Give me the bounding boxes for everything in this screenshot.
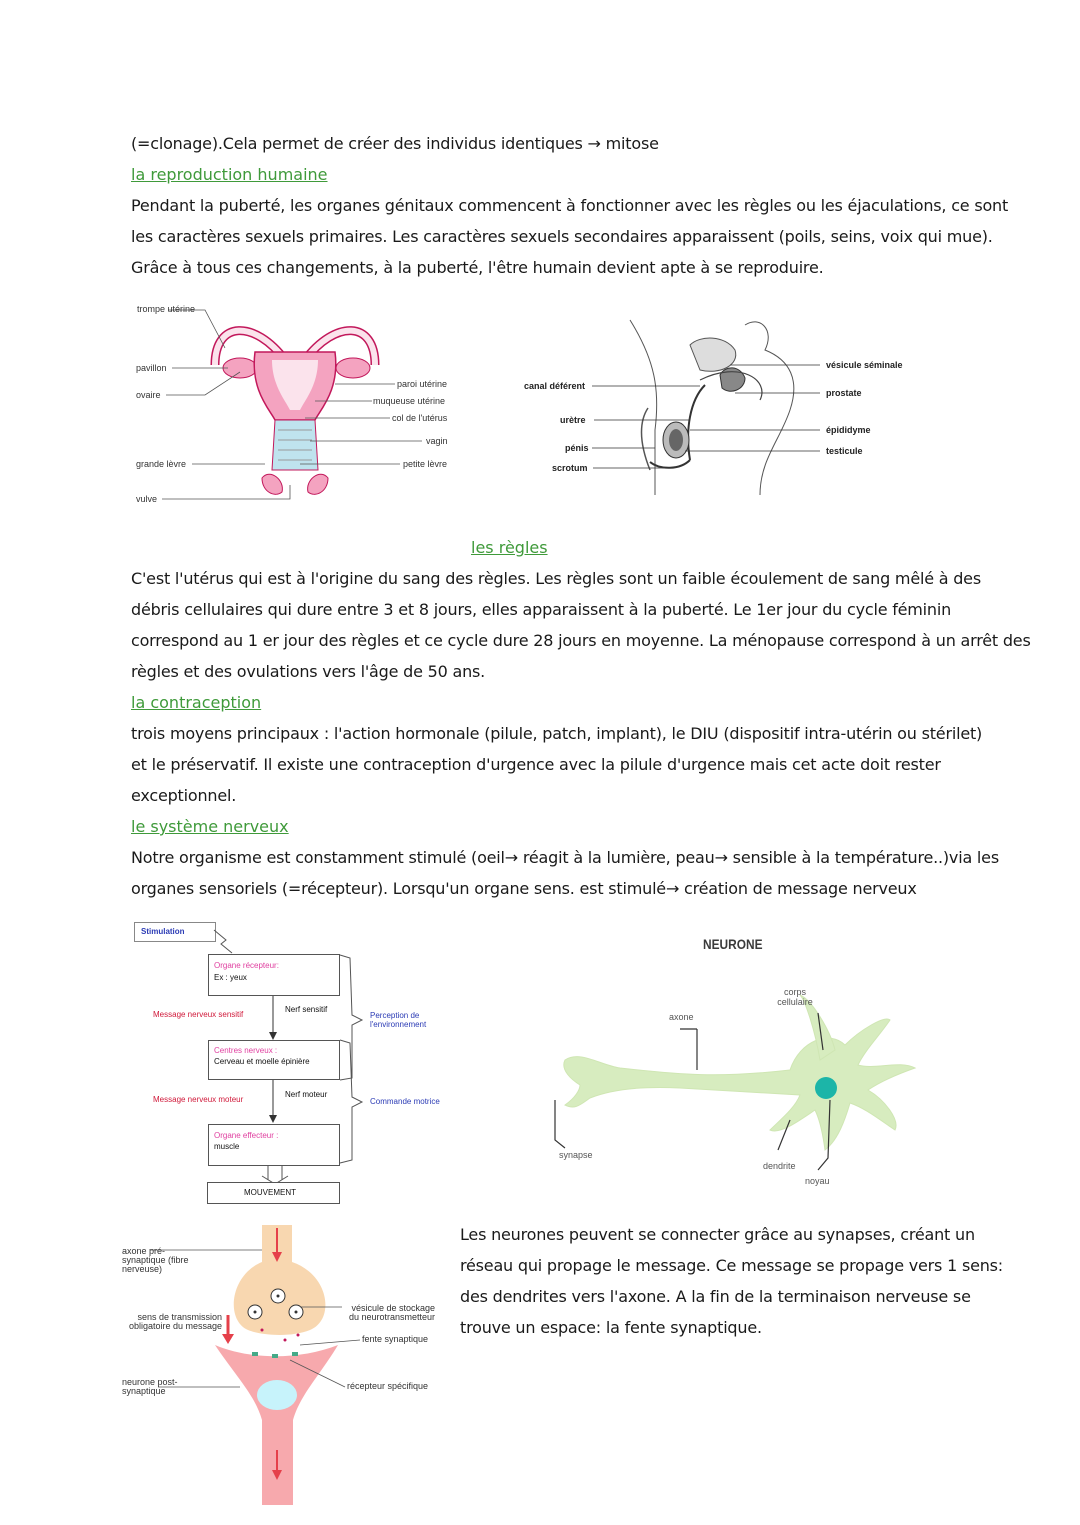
nerf-moteur-label: Nerf moteur [285,1090,328,1099]
text-line: trouve un espace: la fente synaptique. [460,1318,762,1337]
label-penis: pénis [565,443,589,453]
text-line: Notre organisme est constamment stimulé (oeil→ réagit à la lumière, peau→ sensible à la température..)via les [131,848,999,867]
text-line: Grâce à tous ces changements, à la puberté, l'être humain devient apte à se reproduire. [131,258,824,277]
text-line: organes sensoriels (=récepteur). Lorsqu'un organe sens. est stimulé→ création de message nerveux [131,879,917,898]
label-axone: axone [669,1012,694,1022]
text-line: réseau qui propage le message. Ce message se propage vers 1 sens: [460,1256,1003,1275]
intro-line: (=clonage).Cela permet de créer des individus identiques → mitose [131,134,659,153]
label-petite-levre: petite lèvre [403,459,448,469]
text-line: correspond au 1 er jour des règles et ce cycle dure 28 jours en moyenne. La ménopause correspond à un arrêt des [131,631,1031,650]
perception-label: Perception de l'environnement [370,1011,427,1029]
mouvement-label: MOUVEMENT [244,1188,296,1197]
label-pavillon: pavillon [136,363,167,373]
label-testicule: testicule [826,446,863,456]
label-prostate: prostate [826,388,862,398]
commande-label: Commande motrice [370,1097,440,1106]
heading-regles: les règles [471,538,548,557]
label-trompe: trompe utérine [137,304,196,314]
nerf-sensitif-label: Nerf sensitif [285,1005,328,1014]
label-vesicule: vésicule de stockage du neurotransmetteur [348,1303,435,1322]
label-col: col de l'utérus [392,413,448,423]
label-vagin: vagin [426,436,448,446]
text-line: des dendrites vers l'axone. A la fin de la terminaison nerveuse se [460,1287,971,1306]
label-ovaire: ovaire [136,390,161,400]
heading-reproduction: la reproduction humaine [131,165,328,184]
label-grande-levre: grande lèvre [136,459,187,469]
label-canal-deferent: canal déférent [524,381,586,391]
neurone-title: NEURONE [703,936,763,952]
text-line: débris cellulaires qui dure entre 3 et 8 jours, elles apparaissent à la puberté. Le 1er jour du cycle féminin [131,600,952,619]
heading-systeme-nerveux: le système nerveux [131,817,289,836]
text-line: et le préservatif. Il existe une contraception d'urgence avec la pilule d'urgence mais cet acte doit rester [131,755,941,774]
label-muqueuse: muqueuse utérine [373,396,446,406]
text-line: exceptionnel. [131,786,237,805]
label-noyau: noyau [805,1176,830,1186]
text-line: les caractères sexuels primaires. Les caractères sexuels secondaires apparaissent (poils, seins, voix qui mue). [131,227,993,246]
heading-contraception: la contraception [131,693,262,712]
centres-title: Centres nerveux : [214,1046,278,1055]
recepteur-title: Organe récepteur: [214,961,279,970]
centres-body: Cerveau et moelle épinière [214,1057,310,1066]
label-scrotum: scrotum [552,463,588,473]
label-uretre: urètre [560,415,586,425]
text-line: règles et des ovulations vers l'âge de 50 ans. [131,662,486,681]
text-line: trois moyens principaux : l'action hormonale (pilule, patch, implant), le DIU (dispositif intra-utérin ou stérilet) [131,724,983,743]
label-synapse: synapse [559,1150,593,1160]
msg-moteur-label: Message nerveux moteur [153,1095,244,1104]
label-dendrite: dendrite [763,1161,796,1171]
effecteur-body: muscle [214,1142,240,1151]
label-vesicule-seminale: vésicule séminale [826,360,903,370]
text-line: Les neurones peuvent se connecter grâce au synapses, créant un [460,1225,975,1244]
label-axone-presynaptique: axone pré-synaptique (fibre nerveuse) [122,1246,189,1274]
label-recepteur: récepteur spécifique [347,1381,429,1391]
stimulation-label: Stimulation [141,927,185,936]
msg-sensitif-label: Message nerveux sensitif [153,1010,244,1019]
label-vulve: vulve [136,494,158,504]
recepteur-example: Ex : yeux [214,973,247,982]
label-corps-cellulaire: corps cellulaire [777,987,813,1007]
label-epididyme: épididyme [826,425,871,435]
label-fente: fente synaptique [362,1334,429,1344]
effecteur-title: Organe effecteur : [214,1131,279,1140]
text-line: Pendant la puberté, les organes génitaux commencent à fonctionner avec les règles ou les éjaculations, ce sont [131,196,1009,215]
label-sens-transmission: sens de transmission obligatoire du message [128,1312,222,1331]
text-line: C'est l'utérus qui est à l'origine du sang des règles. Les règles sont un faible écoulement de sang mêlé à des [131,569,981,588]
label-neurone-post: neurone post-synaptique [122,1377,178,1396]
label-paroi: paroi utérine [397,379,448,389]
